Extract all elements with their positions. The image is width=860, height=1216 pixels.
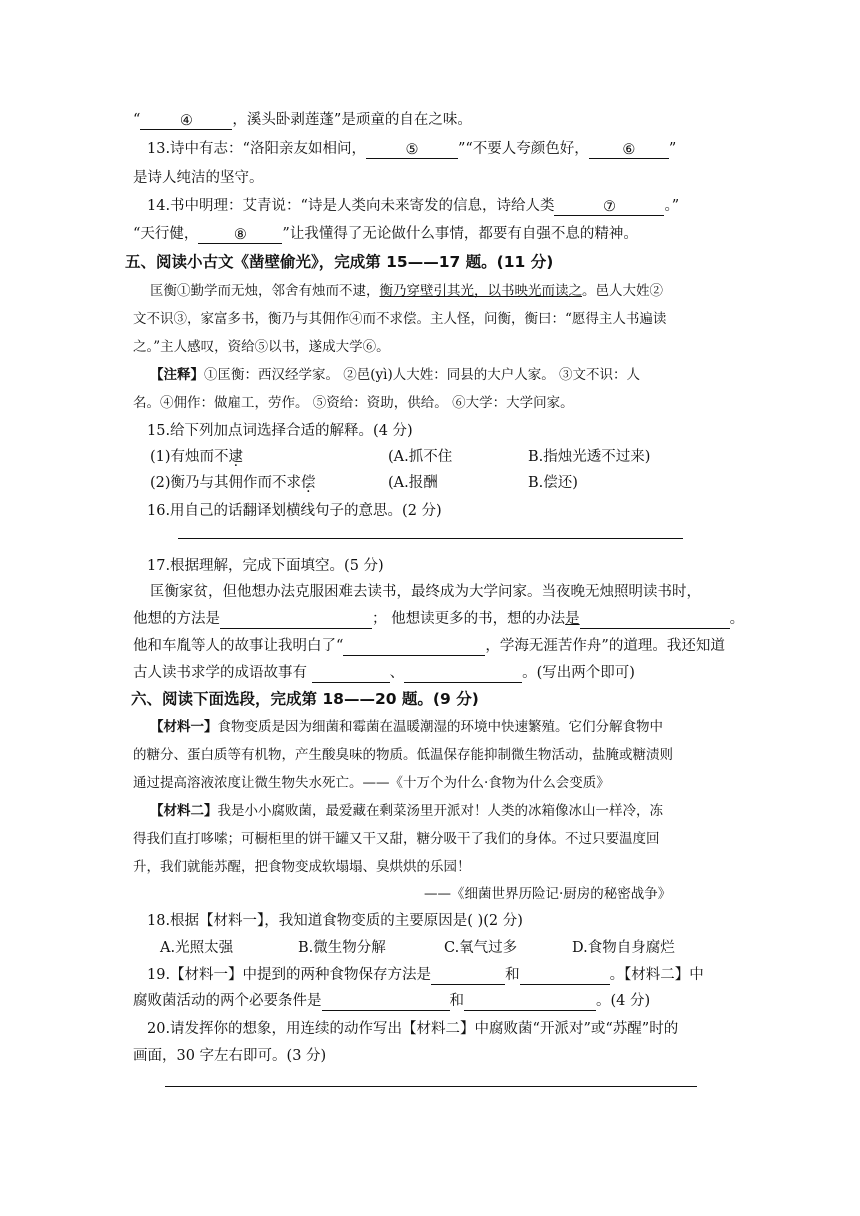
dotted-word: 逮	[228, 449, 244, 465]
notes-label: 【注释】	[150, 367, 204, 383]
q17-para4	[133, 663, 635, 683]
q14-text-a: 14.书中明理：艾青说：“诗是人类向未来寄发的信息，诗给人类	[147, 198, 555, 214]
material2-line2: 得我们直打哆嗦；可橱柜里的饼干罐又干又甜，糖分吸干了我们的身体。不过只要温度回	[133, 831, 660, 847]
blank-4[interactable]: ④	[140, 111, 232, 130]
q13-text-d: ”	[668, 141, 677, 157]
q19-blank1[interactable]	[431, 966, 505, 985]
material2-label: 【材料二】	[150, 803, 218, 819]
q19-text: 和	[449, 993, 464, 1009]
q18-option-d[interactable]: D.食物自身腐烂	[572, 940, 675, 956]
q17-text: ，学海无涯苦作舟”的道理。我还知道	[485, 638, 725, 654]
material1-line2: 的糖分、蛋白质等有机物，产生酸臭味的物质。低温保存能抑制微生物活动，盐腌或糖渍则	[133, 747, 673, 763]
section5-heading: 五、阅读小古文《凿壁偷光》，完成第 15——17 题。(11 分)	[125, 253, 554, 271]
blank-7[interactable]: ⑦	[554, 197, 664, 216]
classical-text-b: 。邑人大姓②	[582, 283, 663, 299]
q14-line2	[133, 224, 638, 244]
section6-heading: 六、阅读下面选段，完成第 18——20 题。(9 分)	[131, 690, 479, 708]
q19-text: 和	[505, 967, 520, 983]
q13-text-c: ”“不要人夸颜色好，	[457, 141, 589, 157]
blank-5[interactable]: ⑤	[366, 140, 458, 159]
q17-blank4[interactable]	[312, 664, 390, 683]
material1-label: 【材料一】	[150, 719, 218, 735]
q16-title: 16.用自己的话翻译划横线句子的意思。(2 分)	[147, 503, 442, 519]
q20-line2: 画面，30 字左右即可。(3 分)	[133, 1048, 327, 1064]
dotted-word: 偿	[301, 475, 316, 491]
q17-text: 他想的方法是	[133, 611, 220, 627]
blank-8[interactable]: ⑧	[198, 225, 282, 244]
q15-1-option-b[interactable]: B.指烛光透不过来)	[528, 449, 651, 465]
notes-text1: ①匡衡：西汉经学家。 ②邑(yì)人大姓：同县的大户人家。 ③文不识：人	[204, 367, 641, 383]
material2-text: 我是小小腐败菌，最爱藏在剩菜汤里开派对！人类的冰箱像冰山一样冷，冻	[217, 803, 663, 819]
q17-text: 古人读书求学的成语故事有	[133, 665, 312, 681]
q15-title: 15.给下列加点词选择合适的解释。(4 分)	[147, 423, 413, 439]
q15-item2	[150, 473, 316, 493]
q14-text-d: “天行健，	[133, 226, 199, 242]
q19-blank2[interactable]	[520, 966, 610, 985]
notes-line1	[150, 365, 640, 385]
blank-6[interactable]: ⑥	[589, 140, 669, 159]
material1-line3: 通过提高溶液浓度让微生物失水死亡。——《十万个为什么·食物为什么会变质》	[133, 775, 610, 791]
q14-line	[147, 196, 679, 216]
q12-line	[133, 110, 472, 130]
q17-text: 。	[729, 611, 745, 627]
q13-line2: 是诗人纯洁的坚守。	[133, 170, 264, 186]
q17-para1: 匡衡家贫，但他想办法克服困难去读书，最终成为大学问家。当夜晚无烛照明读书时，	[150, 584, 701, 600]
classical-line3: 之。”主人感叹，资给⑤以书，遂成大学⑥。	[133, 339, 390, 355]
q16-answer-line[interactable]	[178, 538, 683, 539]
q19-line1	[147, 965, 704, 985]
q17-text: 、	[389, 665, 405, 681]
q15-item1	[150, 447, 243, 467]
material2-source: ——《细菌世界历险记·厨房的秘密战争》	[424, 886, 672, 902]
q17-text: 是	[565, 611, 580, 627]
q18-option-c[interactable]: C.氧气过多	[444, 940, 518, 956]
quote-mark: “	[133, 112, 141, 128]
q17-text: 他和车胤等人的故事让我明白了“	[133, 638, 344, 654]
q13-text-a: 13.诗中有志：“洛阳亲友如相问，	[147, 141, 366, 157]
material2-line3: 升，我们就能苏醒，把食物变成软塌塌、臭烘烘的乐园！	[133, 859, 471, 875]
q19-line2	[133, 991, 650, 1011]
q14-text-e: ”让我懂得了无论做什么事情，都要有自强不息的精神。	[282, 226, 638, 242]
q17-blank5[interactable]	[404, 664, 522, 683]
q18-option-b[interactable]: B.微生物分解	[298, 940, 386, 956]
q15-2-text: (2)衡乃与其佣作而不求	[150, 475, 302, 491]
q19-text: 。(4 分)	[596, 993, 651, 1009]
q19-text: 19.【材料一】中提到的两种食物保存方法是	[147, 967, 432, 983]
q17-para3	[133, 636, 725, 656]
q19-blank4[interactable]	[464, 992, 596, 1011]
q15-2-option-b[interactable]: B.偿还)	[528, 475, 578, 491]
q17-blank2[interactable]	[580, 610, 730, 629]
q13-line	[147, 139, 676, 159]
q17-blank3[interactable]	[343, 637, 485, 656]
q14-text-c: 。”	[664, 198, 680, 214]
q17-text: ； 他想读更多的书，想的办法	[372, 611, 566, 627]
q18-option-a[interactable]: A.光照太强	[160, 940, 234, 956]
q17-text: 。(写出两个即可)	[522, 665, 635, 681]
q20-line1: 20.请发挥你的想象，用连续的动作写出【材料二】中腐败菌“开派对”或“苏醒”时的	[147, 1021, 679, 1037]
q15-1-option-a[interactable]: (A.抓不住	[388, 449, 453, 465]
q20-answer-line[interactable]	[165, 1086, 697, 1087]
classical-text-a: 匡衡①勤学而无烛，邻舍有烛而不逮，	[150, 283, 380, 299]
q17-blank1[interactable]	[220, 610, 372, 629]
q12-text: ，溪头卧剥莲蓬”是顽童的自在之味。	[232, 112, 472, 128]
q17-para2	[133, 609, 744, 629]
classical-line1	[150, 281, 663, 301]
q19-blank3[interactable]	[322, 992, 450, 1011]
q19-text: 腐败菌活动的两个必要条件是	[133, 993, 322, 1009]
classical-line2: 文不识③，家富多书，衡乃与其佣作④而不求偿。主人怪，问衡，衡曰：“愿得主人书遍读	[133, 311, 667, 327]
material1-text: 食物变质是因为细菌和霉菌在温暖潮湿的环境中快速繁殖。它们分解食物中	[217, 719, 663, 735]
q17-title: 17.根据理解，完成下面填空。(5 分)	[147, 558, 384, 574]
material1-line1	[150, 717, 663, 737]
notes-line2: 名。④佣作：做雇工，劳作。 ⑤资给：资助，供给。 ⑥大学：大学问家。	[133, 395, 574, 411]
q15-1-text: (1)有烛而不	[150, 449, 229, 465]
q19-text: 。【材料二】中	[609, 967, 704, 983]
q15-2-option-a[interactable]: (A.报酬	[388, 475, 438, 491]
material2-line1	[150, 801, 663, 821]
underlined-sentence: 衡乃穿壁引其光，以书映光而读之	[379, 283, 582, 299]
q18-title: 18.根据【材料一】，我知道食物变质的主要原因是( )(2 分)	[147, 913, 523, 929]
